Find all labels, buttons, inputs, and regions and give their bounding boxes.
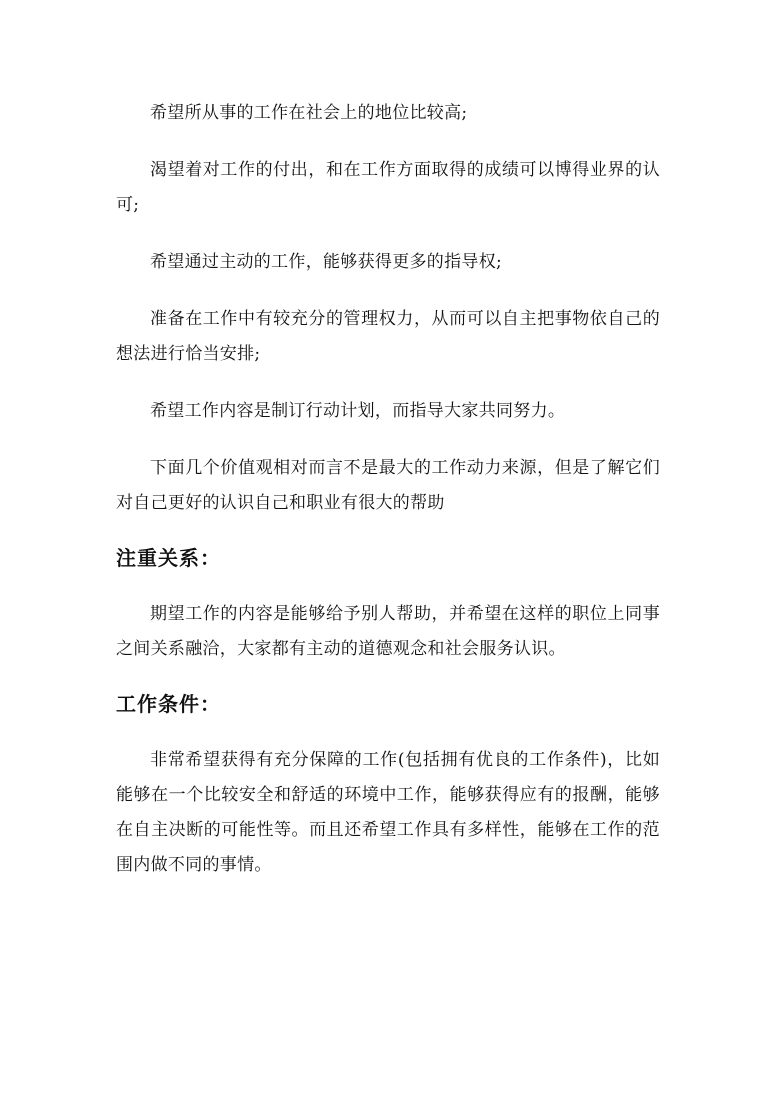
- section-heading-work-conditions: 工作条件：: [116, 692, 221, 716]
- body-paragraph: 渴望着对工作的付出，和在工作方面取得的成绩可以博得业界的认可;: [116, 160, 660, 215]
- section-heading-relationships: 注重关系：: [116, 546, 221, 570]
- body-paragraph: 非常希望获得有充分保障的工作(包括拥有优良的工作条件)，比如能够在一个比较安全和舒适的环境中工作，能够获得应有的报酬，能够在自主决断的可能性等。而且还希望工作具有多样性，能够在工作的范围内做不同的事情。: [116, 750, 660, 875]
- body-paragraph: 希望所从事的工作在社会上的地位比较高;: [150, 103, 468, 123]
- body-paragraph: 希望通过主动的工作，能够获得更多的指导权;: [150, 252, 503, 272]
- body-paragraph: 希望工作内容是制订行动计划，而指导大家共同努力。: [150, 401, 566, 421]
- body-paragraph: 期望工作的内容是能够给予别人帮助，并希望在这样的职位上同事之间关系融洽，大家都有主动的道德观念和社会服务认识。: [116, 604, 660, 659]
- body-paragraph: 下面几个价值观相对而言不是最大的工作动力来源，但是了解它们对自己更好的认识自己和职业有很大的帮助: [116, 458, 660, 513]
- body-paragraph: 准备在工作中有较充分的管理权力，从而可以自主把事物依自己的想法进行恰当安排;: [116, 309, 660, 364]
- document-body: [116, 96, 660, 905]
